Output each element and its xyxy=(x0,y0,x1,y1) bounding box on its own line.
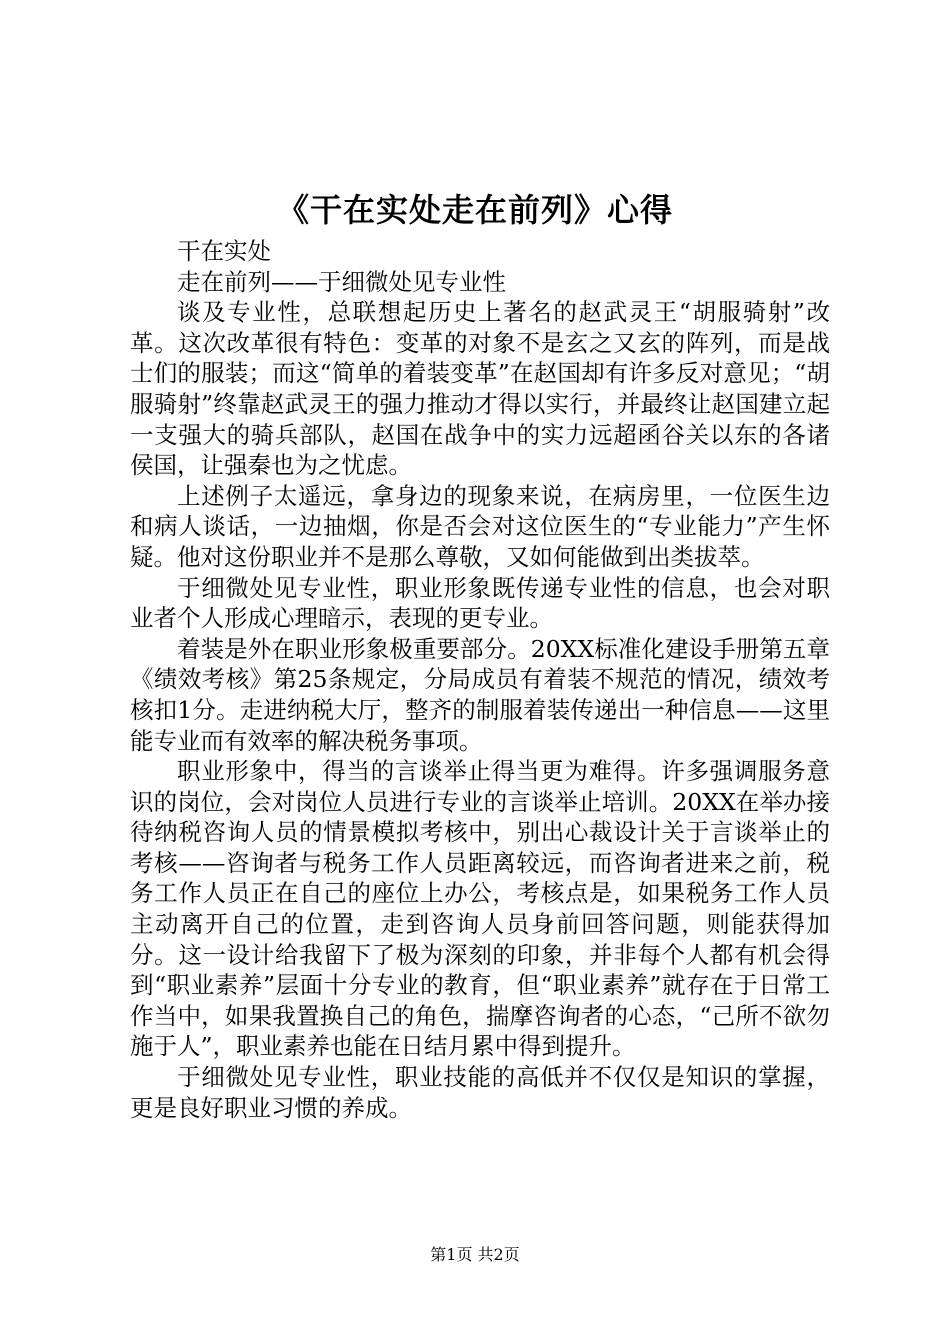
paragraph-professional-image: 于细微处见专业性，职业形象既传递专业性的信息，也会对职业者个人形成心理暗示，表现的更专业。 xyxy=(130,573,830,633)
paragraph-doctor-example: 上述例子太遥远，拿身边的现象来说，在病房里，一位医生边和病人谈话，一边抽烟，你是否会对这位医生的“专业能力”产生怀疑。他对这份职业并不是那么尊敬，又如何能做到出类拔萃。 xyxy=(130,481,830,571)
page-footer: 第1页 共2页 xyxy=(430,1245,520,1264)
paragraph-professional-skill: 于细微处见专业性，职业技能的高低并不仅仅是知识的掌握，更是良好职业习惯的养成。 xyxy=(130,1063,830,1122)
paragraph-hufu-reform: 谈及专业性，总联想起历史上著名的赵武灵王“胡服骑射”改革。这次改革很有特色：变革的对象不是玄之又玄的阵列，而是战士们的服装；而这“简单的着装变革”在赵国却有许多反对意见；“胡服骑射”终靠赵武灵王的强力推动才得以实行，并最终让赵国建立起一支强大的骑兵部队，赵国在战争中的实力远超函谷关以东的各诸侯国，让强秦也为之忧虑。 xyxy=(130,298,830,480)
paragraph-dress-code: 着装是外在职业形象极重要部分。20XX标准化建设手册第五章《绩效考核》第25条规定，分局成员有着装不规范的情况，绩效考核扣1分。走进纳税大厅，整齐的制服着装传递出一种信息——这里能专业而有效率的解决税务事项。 xyxy=(130,634,830,755)
paragraph-subtitle-1: 干在实处 xyxy=(177,237,271,265)
document-title: 《干在实处走在前列》心得 xyxy=(276,191,673,229)
paragraph-speech-manner: 职业形象中，得当的言谈举止得当更为难得。许多强调服务意识的岗位，会对岗位人员进行专业的言谈举止培训。20XX在举办接待纳税咨询人员的情景模拟考核中，别出心裁设计关于言谈举止的考核——咨询者与税务工作人员距离较远，而咨询者进来之前，税务工作人员正在自己的座位上办公，考核点是，如果税务工作人员主动离开自己的位置，走到咨询人员身前回答问题，则能获得加分。这一设计给我留下了极为深刻的印象，并非每个人都有机会得到“职业素养”层面十分专业的教育，但“职业素养”就存在于日常工作当中，如果我置换自己的角色，揣摩咨询者的心态，“己所不欲勿施于人”，职业素养也能在日结月累中得到提升。 xyxy=(130,757,830,1061)
paragraph-subtitle-2: 走在前列——于细微处见专业性 xyxy=(177,267,506,296)
document-body xyxy=(130,236,830,1123)
